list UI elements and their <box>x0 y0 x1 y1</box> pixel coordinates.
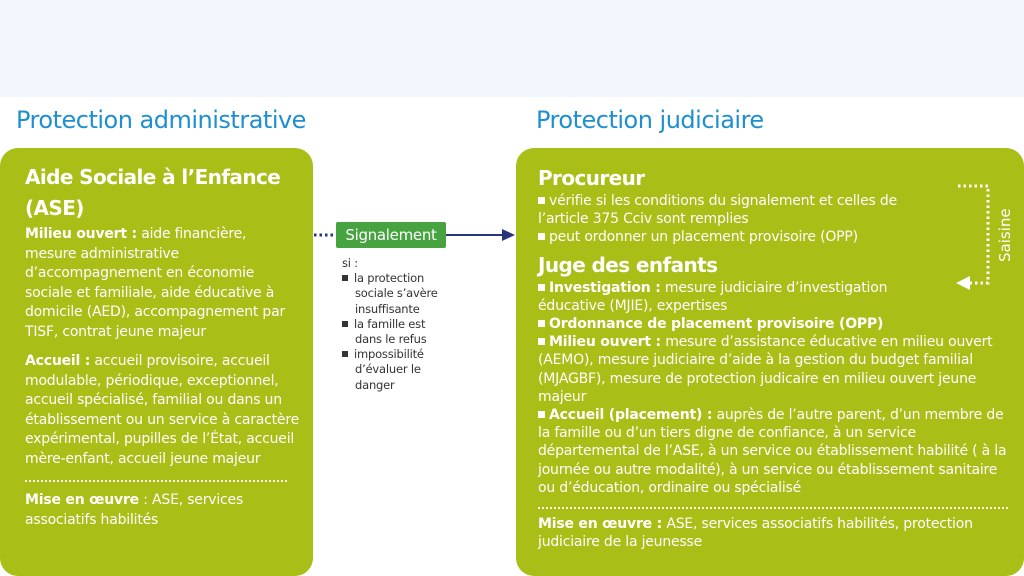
ase-accueil-text: accueil provisoire, accueil modulable, périodique, exceptionnel, accueil spécialisé, familial ou dans un établissement ou un service à caractère expérimental, pupilles de l’État, accueil mère-enfant, accueil jeune majeur <box>25 353 299 467</box>
bullet-square-icon <box>538 284 545 291</box>
procureur-item: peut ordonner un placement provisoire (OPP) <box>538 228 1012 246</box>
condition-item: la famille est dans le refus <box>342 317 452 347</box>
condition-item: impossibilité d’évaluer le danger <box>342 347 452 393</box>
juge-accueil: Accueil (placement) : auprès de l’autre parent, d’un membre de la famille ou d’un tiers digne de confiance, à un service départemental de l’ASE, à un service ou établissement habilité ( à la journée ou autre modalité), à un service ou établissement sanitaire ou d’éducation, ordinaire ou spécialisé <box>538 407 1007 496</box>
bullet-square-icon <box>538 411 545 418</box>
bullet-square-icon <box>342 351 348 357</box>
condition-item: la protection sociale s’avère insuffisante <box>342 271 452 317</box>
juge-ordonnance: Ordonnance de placement provisoire (OPP) <box>538 315 1012 333</box>
ase-heading-line2: (ASE) <box>25 196 84 220</box>
procureur-item: vérifie si les conditions du signalement et celles de l’article 375 Cciv sont remplies <box>538 193 897 228</box>
saisine-label: Saisine <box>996 208 1014 262</box>
bullet-square-icon <box>538 320 545 327</box>
ase-milieu-text: aide financière, mesure administrative d’accompagnement en économie sociale et familiale, aide éducative à domicile (AED), accompagnement par TISF, contrat jeune majeur <box>25 226 286 340</box>
ase-divider <box>25 480 287 482</box>
ase-mise-label: Mise en œuvre <box>25 492 139 508</box>
ase-accueil-label: Accueil : <box>25 353 91 369</box>
bullet-square-icon <box>342 275 348 281</box>
ase-milieu-ouvert <box>25 225 299 342</box>
bullet-square-icon <box>538 197 545 204</box>
ase-accueil <box>25 352 299 469</box>
juge-investigation: Investigation : mesure judiciaire d’investigation éducative (MJIE), expertises <box>538 279 888 314</box>
ase-card <box>0 148 313 576</box>
ase-heading-line1: Aide Sociale à l’Enfance <box>25 165 281 189</box>
signalement-box: Signalement <box>336 222 446 248</box>
ase-mise-text: : ASE, services associatifs habilités <box>25 492 244 528</box>
ase-mise-en-oeuvre <box>25 491 299 530</box>
header-band <box>0 0 1024 97</box>
procureur-heading: Procureur <box>538 166 645 190</box>
ase-heading <box>25 162 299 224</box>
juge-milieu-ouvert: Milieu ouvert : mesure d’assistance éducative en milieu ouvert (AEMO), mesure judiciaire d’aide à la gestion du budget familial (MJAGBF), mesure de protection judicaire en milieu ouvert jeune majeur <box>538 334 993 405</box>
saisine-arrow <box>948 178 998 298</box>
bullet-square-icon <box>342 321 348 327</box>
conditions-si: si : <box>342 256 358 270</box>
juge-heading: Juge des enfants <box>538 252 718 277</box>
ase-milieu-label: Milieu ouvert : <box>25 226 137 242</box>
bullet-square-icon <box>538 233 545 240</box>
signalement-conditions <box>342 256 452 393</box>
title-protection-administrative: Protection administrative <box>16 106 306 134</box>
judiciaire-divider <box>538 507 1008 509</box>
judiciaire-mise-en-oeuvre: Mise en œuvre : ASE, services associatifs habilités, protection judiciaire de la jeunesse <box>538 516 973 551</box>
title-protection-judiciaire: Protection judiciaire <box>536 106 764 134</box>
bullet-square-icon <box>538 338 545 345</box>
